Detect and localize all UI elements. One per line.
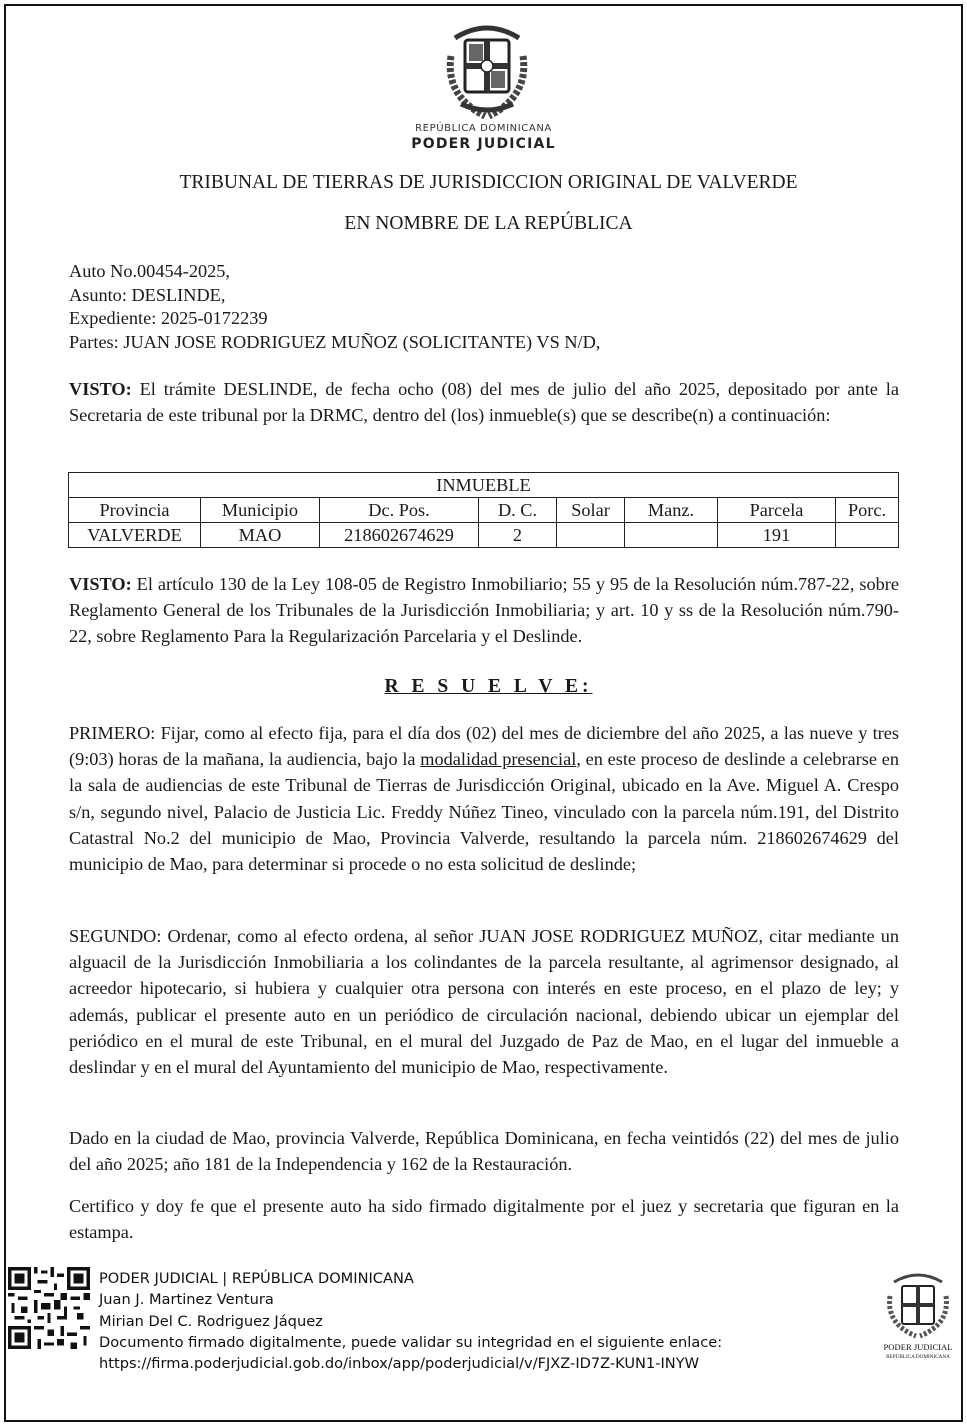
table-cell: 2 (479, 523, 557, 548)
digital-signature-block (99, 1268, 722, 1374)
inmueble-table (68, 472, 899, 548)
header-republic: REPÚBLICA DOMINICANA (415, 123, 552, 134)
signature-secretary: Mirian Del C. Rodriguez Jáquez (99, 1312, 323, 1330)
judicial-seal-icon (880, 1272, 956, 1362)
col-header: Porc. (836, 498, 899, 523)
table-cell (625, 523, 718, 548)
visto-paragraph-1 (69, 376, 899, 428)
visto-text: El trámite DESLINDE, de fecha ocho (08) del mes de julio del año 2025, depositado por ante la Secretaria de este tribunal por la DRMC, dentro del (los) inmueble(s) que se describe(n) a continuación: (69, 379, 899, 426)
visto-label: VISTO: (69, 574, 132, 594)
header-branch: PODER JUDICIAL (411, 136, 556, 152)
table-cell: 218602674629 (320, 523, 479, 548)
segundo-paragraph: SEGUNDO: Ordenar, como al efecto ordena, al señor JUAN JOSE RODRIGUEZ MUÑOZ, citar mediante un alguacil de la Jurisdicción Inmobiliaria a los colindantes de la parcela resultante, al agrimensor designado, al acreedor hipotecario, si hubiera y cualquier otra persona con interés en este proceso, en el plazo de ley; y además, publicar el presente auto en un periódico de circulación nacional, debiendo ubicar un ejemplar del periódico en el mural de este Tribunal, en el mural del Juzgado de Paz de Mao, en el lugar del inmueble a deslindar y en el mural del Ayuntamiento del municipio de Mao, respectivamente. (69, 926, 899, 1078)
col-header: Manz. (625, 498, 718, 523)
auto-number: Auto No.00454-2025, (69, 261, 230, 281)
signature-notice: Documento firmado digitalmente, puede validar su integridad en el siguiente enlace: (99, 1333, 723, 1351)
coat-of-arms-icon (435, 16, 539, 124)
col-header: Parcela (718, 498, 836, 523)
primero-text: PRIMERO: Fijar, como al efecto fija, para el día dos (02) del mes de diciembre del año 2025, a las nueve y tres (9:03) horas de la mañana, la audiencia, bajo la (69, 723, 899, 770)
visto-text: El artículo 130 de la Ley 108-05 de Registro Inmobiliario; 55 y 95 de la Resolución núm.787-22, sobre Reglamento General de los Tribunales de la Jurisdicción Inmobiliaria; y art. 10 y ss de la Resolución núm.790-22, sobre Reglamento Para la Regularización Parcelaria y el Deslinde. (69, 574, 899, 647)
expediente: Expediente: 2025-0172239 (69, 308, 268, 328)
table-row (69, 523, 899, 548)
signature-line-branch: PODER JUDICIAL | REPÚBLICA DOMINICANA (99, 1270, 414, 1287)
resuelve-heading: R E S U E L V E: (384, 676, 593, 697)
visto-label: VISTO: (69, 379, 132, 399)
certifico-paragraph: Certifico y doy fe que el presente auto ha sido firmado digitalmente por el juez y secretaria que figuran en la estampa. (69, 1196, 899, 1243)
col-header: D. C. (479, 498, 557, 523)
formula-title: EN NOMBRE DE LA REPÚBLICA (344, 213, 633, 234)
case-meta (69, 260, 600, 354)
signature-judge: Juan J. Martinez Ventura (99, 1291, 274, 1309)
table-cell (557, 523, 625, 548)
inmueble-title: INMUEBLE (69, 473, 899, 498)
table-cell: VALVERDE (69, 523, 201, 548)
table-cell: MAO (201, 523, 320, 548)
col-header: Municipio (201, 498, 320, 523)
qr-code-icon[interactable] (8, 1267, 90, 1349)
asunto: Asunto: DESLINDE, (69, 284, 226, 305)
visto-paragraph-2 (69, 571, 899, 650)
col-header: Provincia (69, 498, 201, 523)
partes: Partes: JUAN JOSE RODRIGUEZ MUÑOZ (SOLICITANTE) VS N/D, (69, 331, 601, 352)
seal-sublabel: REPÚBLICA DOMINICANA (886, 1354, 950, 1360)
primero-paragraph (69, 720, 899, 877)
table-cell: 191 (718, 523, 836, 548)
signature-validation-link[interactable]: https://firma.poderjudicial.gob.do/inbox/app/poderjudicial/v/FJXZ-ID7Z-KUN1-INYW (99, 1355, 700, 1373)
col-header: Dc. Pos. (320, 498, 479, 523)
seal-label: PODER JUDICIAL (883, 1342, 953, 1352)
court-title: TRIBUNAL DE TIERRAS DE JURISDICCION ORIGINAL DE VALVERDE (179, 172, 798, 193)
table-cell (836, 523, 899, 548)
dado-paragraph: Dado en la ciudad de Mao, provincia Valverde, República Dominicana, en fecha veintidós (22) del mes de julio del año 2025; año 181 de la Independencia y 162 de la Restauración. (69, 1128, 899, 1175)
col-header: Solar (557, 498, 625, 523)
primero-text-cont: , en este proceso de deslinde a celebrarse en la sala de audiencias de este Tribunal de Tierras de Jurisdicción Original, ubicado en la Ave. Miguel A. Crespo s/n, segundo nivel, Palacio de Justicia Lic. Freddy Núñez Tineo, vinculado con la parcela núm.191, del Distrito Catastral No.2 del municipio de Mao, Provincia Valverde, resultando la parcela núm. 218602674629 del municipio de Mao, para determinar si procede o no esta solicitud de deslinde; (69, 749, 899, 875)
modalidad-underlined: modalidad presencial (420, 749, 577, 770)
table-header-row (69, 498, 899, 523)
